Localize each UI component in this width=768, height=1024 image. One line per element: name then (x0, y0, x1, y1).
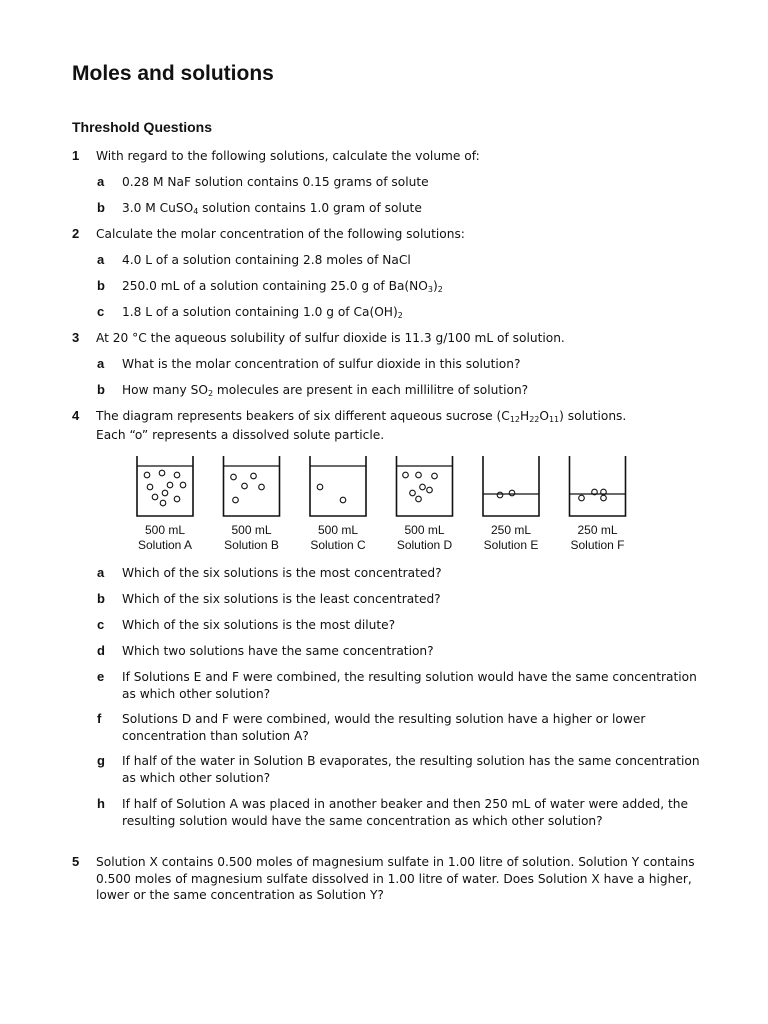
solute-particle (509, 490, 515, 496)
page-title: Moles and solutions (72, 62, 274, 85)
solute-particle (340, 497, 346, 503)
question-1a-letter: a (97, 174, 105, 189)
question-2a-text: 4.0 L of a solution containing 2.8 moles of NaCl (122, 253, 411, 267)
question-2a-letter: a (97, 252, 105, 267)
question-5-text: Solution X contains 0.500 moles of magnesium sulfate in 1.00 litre of solution. Solution Y contains 0.500 moles of magnesium sulfate dissolved in 1.00 litre of water. Does Solution X have a higher, lower or the same concentration as Solution Y? (96, 855, 695, 902)
beaker-solution-c (310, 456, 366, 552)
beaker-volume-label: 500 mL (144, 523, 186, 537)
question-2c-text: 1.8 L of a solution containing 1.0 g of $Ca(OH)_2$ (122, 305, 403, 320)
solute-particle (317, 484, 323, 490)
beaker-name-label: Solution B (224, 538, 279, 552)
question-4c-text: Which of the six solutions is the most dilute? (122, 618, 396, 632)
beaker-solution-d (397, 456, 453, 552)
question-1b-text: 3.0 M CuSO$_4$ solution contains 1.0 gram of solute (122, 201, 422, 216)
question-4h-text: If half of Solution A was placed in another beaker and then 250 mL of water were added, the resulting solution would have the same concentration as which other solution? (122, 797, 688, 828)
beaker-name-label: Solution C (310, 538, 366, 552)
question-1-number: 1 (72, 148, 80, 163)
solute-particle (167, 482, 173, 488)
solute-particle (162, 490, 168, 496)
beaker-outline (310, 456, 366, 516)
solute-particle (601, 495, 607, 501)
solute-particle (410, 490, 416, 496)
question-3a-text: What is the molar concentration of sulfur dioxide in this solution? (122, 357, 521, 371)
solute-particle (174, 472, 180, 478)
beaker-volume-label: 250 mL (577, 523, 618, 537)
solute-particle (403, 472, 409, 478)
beaker-solution-b (224, 456, 280, 552)
question-3-number: 3 (72, 330, 80, 345)
question-4f-text: Solutions D and F were combined, would the resulting solution have a higher or lower concentration than solution A? (122, 712, 646, 743)
solute-particle (432, 473, 438, 479)
solute-particle (160, 500, 166, 506)
section-heading: Threshold Questions (72, 119, 213, 135)
beaker-name-label: Solution D (396, 538, 453, 552)
beaker-volume-label: 500 mL (404, 523, 445, 537)
solute-particle (427, 487, 433, 493)
solute-particle (579, 495, 585, 501)
question-4h-letter: h (97, 796, 105, 811)
solute-particle (147, 484, 153, 490)
question-3b-letter: b (97, 382, 105, 397)
solute-particle (251, 473, 257, 479)
solute-particle (174, 496, 180, 502)
question-3a-letter: a (97, 356, 105, 371)
question-4-number: 4 (72, 408, 80, 423)
question-2-text: Calculate the molar concentration of the following solutions: (96, 227, 465, 241)
solute-particle (180, 482, 186, 488)
question-3b-text: How many $SO_2$ molecules are present in each millilitre of solution? (122, 383, 529, 398)
question-4b-text: Which of the six solutions is the least concentrated? (122, 592, 441, 606)
question-5-number: 5 (72, 854, 80, 869)
beaker-solution-f (570, 456, 626, 552)
question-4g-text: If half of the water in Solution B evaporates, the resulting solution has the same concentration as which other solution? (122, 754, 700, 785)
solute-particle (242, 483, 248, 489)
question-4d-text: Which two solutions have the same concentration? (122, 644, 434, 658)
question-4b-letter: b (97, 591, 105, 606)
beaker-diagram (125, 452, 645, 562)
question-4e-text: If Solutions E and F were combined, the resulting solution would have the same concentration as which other solution? (122, 670, 697, 701)
question-4d-letter: d (97, 643, 105, 658)
solute-particle (497, 492, 503, 498)
beaker-outline (397, 456, 453, 516)
beaker-solution-e (483, 456, 539, 552)
question-4-text: The diagram represents beakers of six different aqueous sucrose $(C_{12}H_{22}O_{11})$ solutions. Each “o” represents a dissolved solute particle. (96, 409, 627, 442)
question-1b-letter: b (97, 200, 105, 215)
question-4g-letter: g (97, 753, 105, 768)
question-4e-letter: e (97, 669, 105, 684)
solute-particle (233, 497, 239, 503)
solute-particle (259, 484, 265, 490)
solute-particle (159, 470, 165, 476)
beaker-solution-a (137, 456, 193, 552)
question-4a-text: Which of the six solutions is the most concentrated? (122, 566, 442, 580)
beaker-volume-label: 500 mL (317, 523, 359, 537)
solute-particle (152, 494, 158, 500)
beaker-volume-label: 250 mL (490, 523, 532, 537)
question-3-text: At 20 °C the aqueous solubility of sulfur dioxide is 11.3 g/100 mL of solution. (96, 331, 565, 345)
question-1-text: With regard to the following solutions, calculate the volume of: (96, 149, 480, 163)
solute-particle (231, 474, 237, 480)
question-1a-text: 0.28 M NaF solution contains 0.15 grams of solute (122, 175, 429, 189)
question-2b-letter: b (97, 278, 105, 293)
beaker-volume-label: 500 mL (231, 523, 272, 537)
question-2c-letter: c (97, 304, 105, 319)
beaker-outline (483, 456, 539, 516)
beaker-outline (224, 456, 280, 516)
question-4c-letter: c (97, 617, 105, 632)
question-4a-letter: a (97, 565, 105, 580)
solute-particle (144, 472, 150, 478)
question-2-number: 2 (72, 226, 80, 241)
solute-particle (420, 484, 426, 490)
beaker-outline (570, 456, 626, 516)
solute-particle (416, 472, 422, 478)
beaker-name-label: Solution F (570, 538, 625, 552)
question-2b-text: 250.0 mL of a solution containing 25.0 g of $Ba(NO_3)_2$ (122, 279, 443, 294)
solute-particle (416, 496, 422, 502)
beaker-name-label: Solution E (483, 538, 539, 552)
question-4f-letter: f (97, 711, 102, 726)
beaker-outline (137, 456, 193, 516)
beaker-name-label: Solution A (137, 538, 193, 552)
